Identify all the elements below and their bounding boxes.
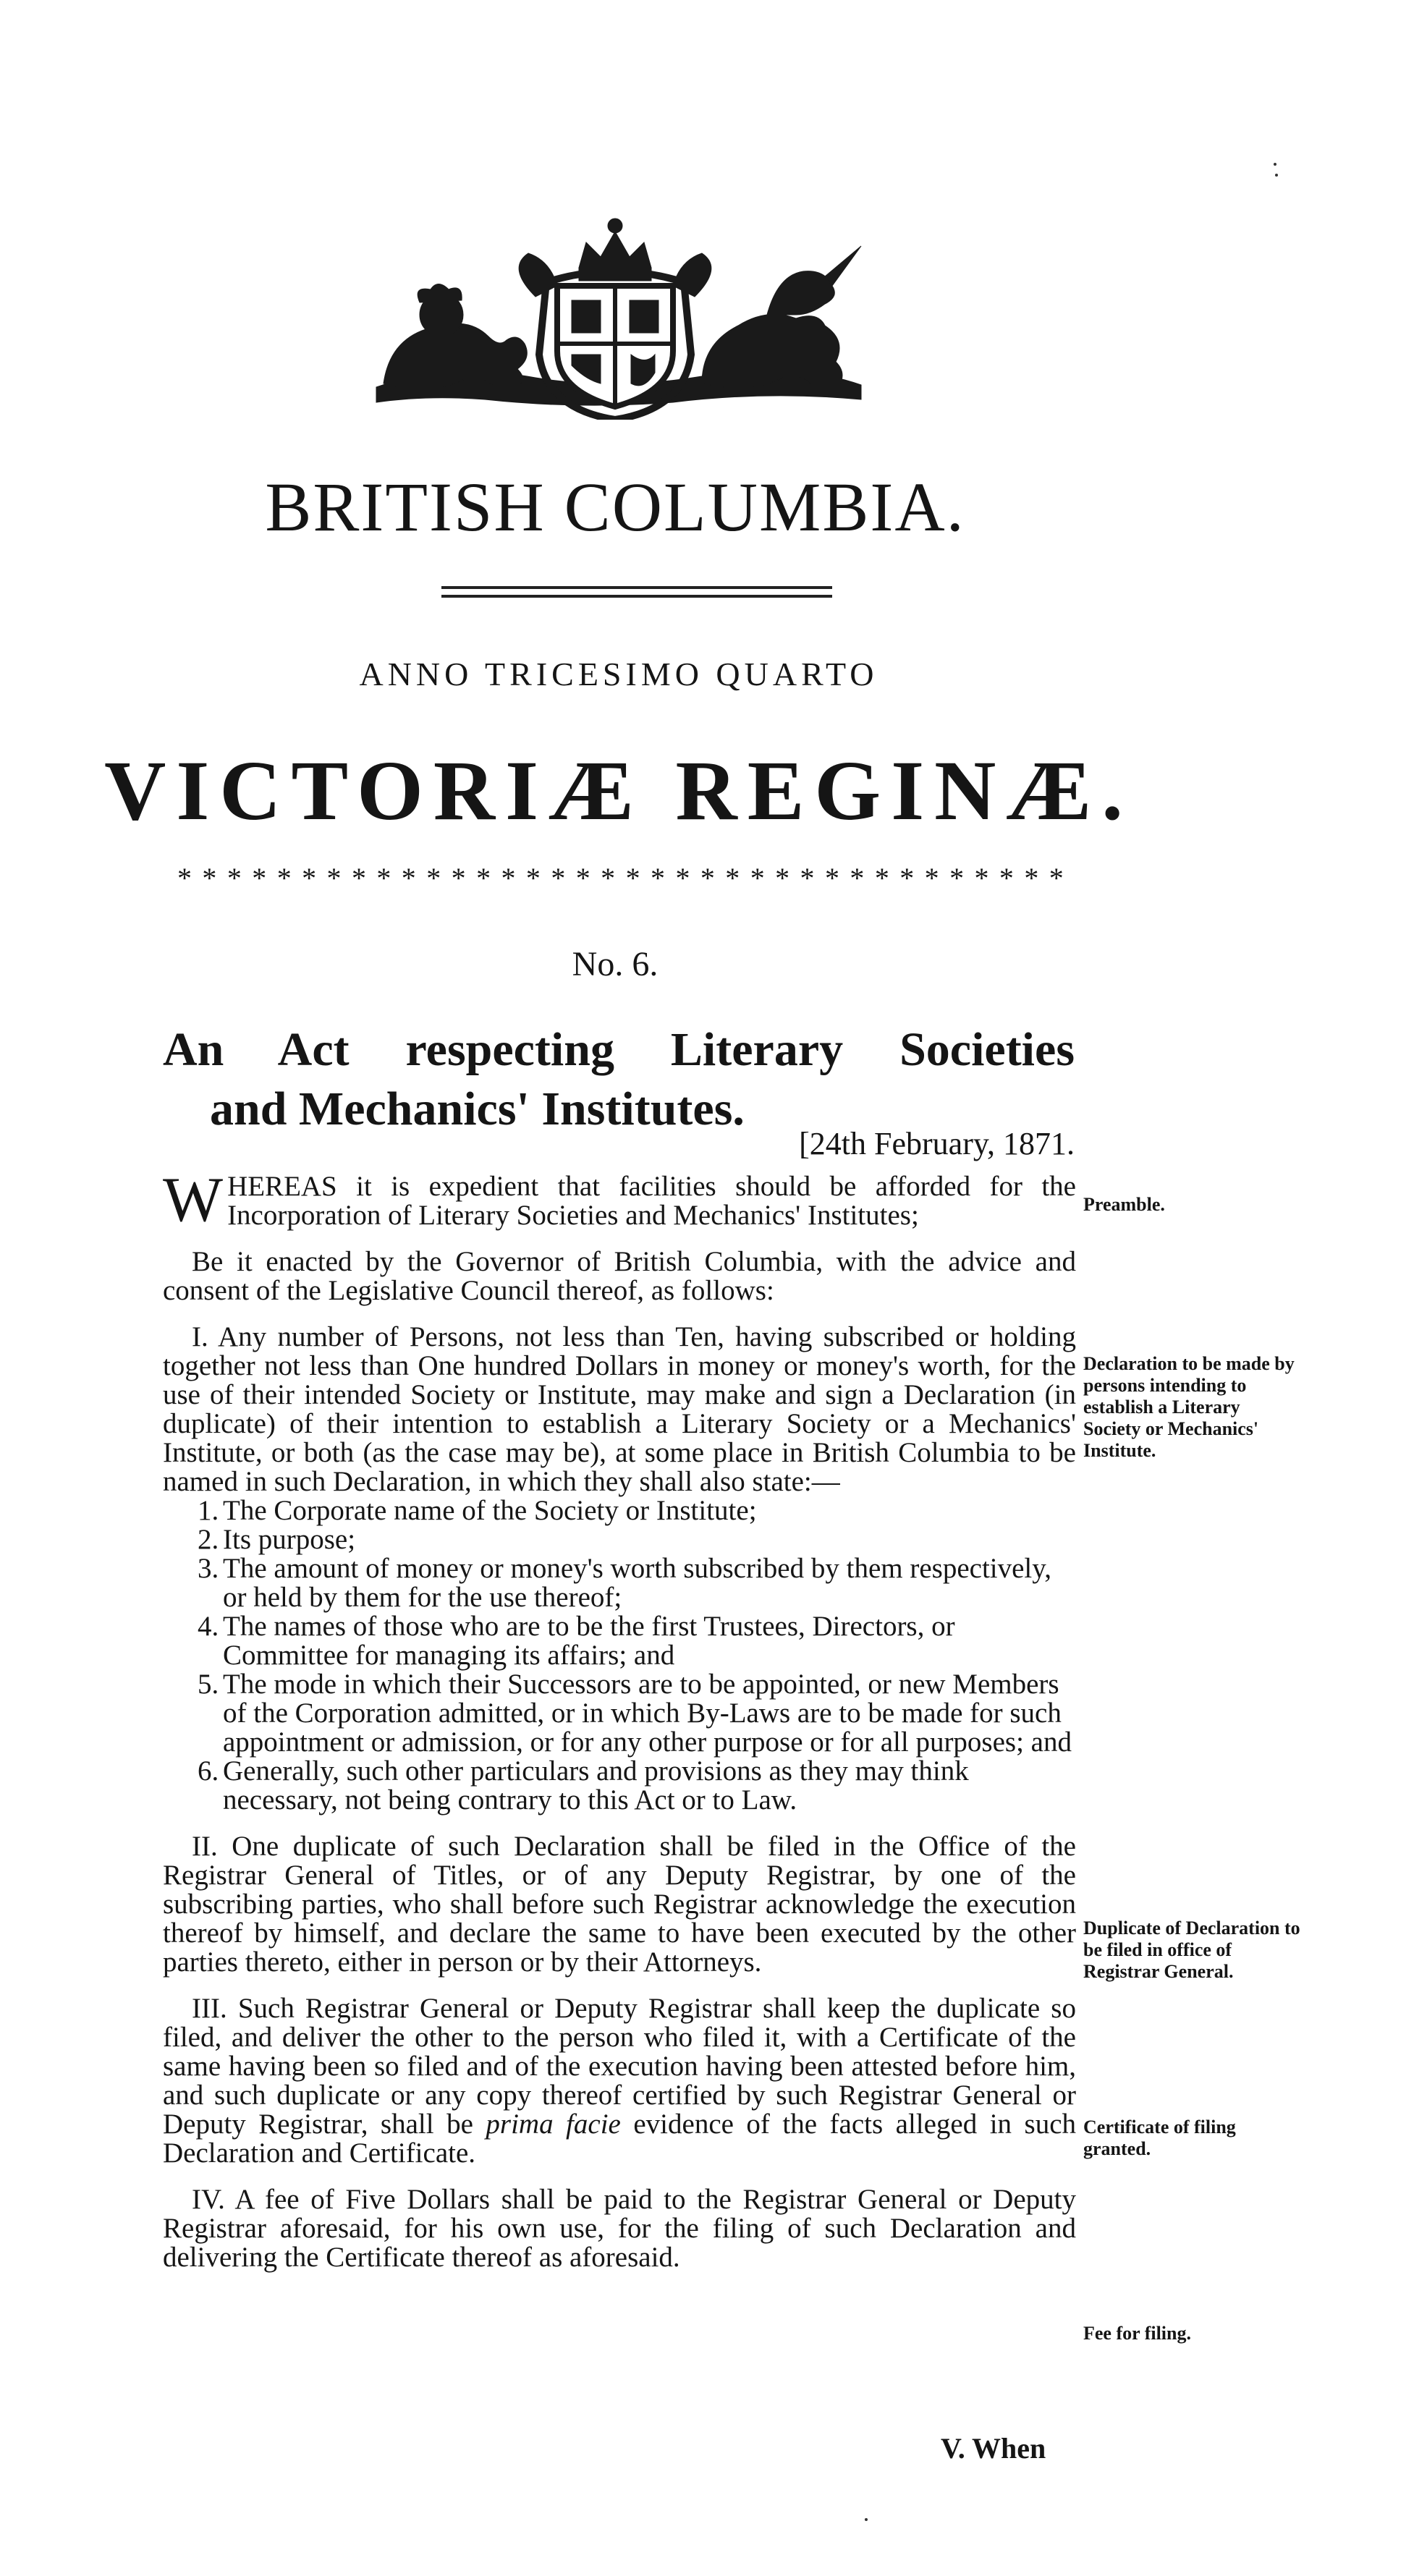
asterisk-glyph: * xyxy=(525,862,541,894)
regnal-year: ANNO TRICESIMO QUARTO xyxy=(359,656,878,692)
catchword: V. When xyxy=(941,2432,1046,2465)
asterisk-glyph: * xyxy=(675,862,690,894)
list-item: 2. Its purpose; xyxy=(198,1524,356,1555)
act-title xyxy=(163,1020,1075,1139)
act-body xyxy=(163,1165,1077,2289)
section-3: III. Such Registrar General or Deputy Registrar shall keep the duplicate so filed, and deliver the other to the person who filed it, with a Certificate of the same having been so filed and of the execution having been attested before him, and such duplicate or any copy thereof certified by such Registrar General or Deputy Registrar, shall be prima facie evidence of the facts alleged in such Declaration and Certificate. xyxy=(163,1993,1077,2169)
list-item: 4. The names of those who are to be the first Trustees, Directors, or Committee for managing its affairs; and xyxy=(198,1611,955,1671)
asterisk-glyph: * xyxy=(1024,862,1039,894)
preamble-text: HEREAS it is expedient that facilities should be afforded for the Incorporation of Literary Societies and Mechanics' Institutes; xyxy=(227,1171,1076,1231)
asterisk-glyph: * xyxy=(551,862,566,894)
asterisk-glyph: * xyxy=(601,862,616,894)
list-item: 3. The amount of money or money's worth subscribed by them respectively, or held by them for the use thereof; xyxy=(198,1553,1051,1613)
drop-cap: W xyxy=(163,1165,224,1235)
latin-phrase: prima facie xyxy=(486,2109,621,2140)
asterisk-glyph: * xyxy=(700,862,715,894)
asterisk-glyph: * xyxy=(850,862,865,894)
asterisk-glyph: * xyxy=(824,862,839,894)
asterisk-glyph: * xyxy=(302,862,317,894)
section-4: IV. A fee of Five Dollars shall be paid to the Registrar General or Deputy Registrar aforesaid, for his own use, for the filing of such Declaration and delivering the Certificate thereof as aforesaid. xyxy=(163,2184,1076,2273)
asterisk-glyph: * xyxy=(999,862,1014,894)
asterisk-glyph: * xyxy=(725,862,740,894)
asterisk-glyph: * xyxy=(351,862,366,894)
marginal-note-section-2: Duplicate of Declaration to be filed in office of Registrar General. xyxy=(1083,1918,1300,1982)
section-1: I. Any number of Persons, not less than Ten, having subscribed or holding together not less than One hundred Dollars in money or money's worth, for the use of their intended Society or Institute, may make and sign a Declaration (in duplicate) of their intention to establish a Literary Society or a Mechanics' Institute, or both (as the case may be), at some place in British Columbia to be named in such Declaration, in which they shall also state:— xyxy=(163,1321,1076,1497)
royal-coat-of-arms-emblem xyxy=(362,217,868,420)
print-speck xyxy=(1274,163,1276,166)
enacting-clause: Be it enacted by the Governor of British Columbia, with the advice and consent of the Legislative Council thereof, as follows: xyxy=(163,1246,1076,1306)
print-speck xyxy=(1275,174,1278,177)
act-number: No. 6. xyxy=(572,945,659,983)
asterisk-glyph: * xyxy=(800,862,815,894)
asterisk-glyph: * xyxy=(974,862,989,894)
asterisk-glyph: * xyxy=(899,862,915,894)
asterisk-divider xyxy=(177,861,1064,895)
asterisk-glyph: * xyxy=(651,862,666,894)
asterisk-glyph: * xyxy=(924,862,939,894)
marginal-note-section-4: Fee for filing. xyxy=(1083,2323,1191,2344)
asterisk-glyph: * xyxy=(501,862,516,894)
assent-date: [24th February, 1871. xyxy=(799,1126,1075,1161)
asterisk-glyph: * xyxy=(476,862,491,894)
marginal-note-section-3: Certificate of filing granted. xyxy=(1083,2117,1236,2159)
section-1-list xyxy=(163,1496,1076,1815)
asterisk-glyph: * xyxy=(226,862,242,894)
asterisk-glyph: * xyxy=(376,862,391,894)
asterisk-glyph: * xyxy=(1049,862,1064,894)
asterisk-glyph: * xyxy=(401,862,416,894)
act-title-line-1: An Act respecting Literary Societies xyxy=(163,1023,1075,1076)
section-2: II. One duplicate of such Declaration shall be filed in the Office of the Registrar General of Titles, or of any Deputy Registrar, by one of the subscribing parties, who shall before such Registrar acknowledge the execution thereof by himself, and declare the same to have been executed by the other parties thereto, either in person or by their Attorneys. xyxy=(163,1831,1076,1978)
asterisk-glyph: * xyxy=(949,862,965,894)
jurisdiction-heading: BRITISH COLUMBIA. xyxy=(265,468,965,546)
asterisk-glyph: * xyxy=(451,862,466,894)
asterisk-glyph: * xyxy=(426,862,441,894)
marginal-note-section-1: Declaration to be made by persons intending to establish a Literary Society or Mechanics' Institute. xyxy=(1083,1353,1295,1461)
list-item: 1. The Corporate name of the Society or Institute; xyxy=(198,1495,757,1526)
asterisk-glyph: * xyxy=(276,862,292,894)
print-speck xyxy=(865,2518,868,2521)
asterisk-glyph: * xyxy=(775,862,790,894)
reign-heading: VICTORIÆ REGINÆ. xyxy=(104,743,1133,838)
list-item: 5. The mode in which their Successors are to be appointed, or new Members of the Corporation admitted, or in which By-Laws are to be made for such appointment or admission, or for any other purpose or for all purposes; and xyxy=(198,1669,1072,1758)
asterisk-glyph: * xyxy=(326,862,342,894)
asterisk-glyph: * xyxy=(575,862,590,894)
asterisk-glyph: * xyxy=(625,862,640,894)
asterisk-glyph: * xyxy=(177,862,192,894)
list-item: 6. Generally, such other particulars and provisions as they may think necessary, not being contrary to this Act or to Law. xyxy=(198,1755,969,1816)
double-rule-bottom xyxy=(441,595,832,598)
act-title-line-2: and Mechanics' Institutes. xyxy=(210,1082,745,1135)
double-rule-top xyxy=(441,586,832,589)
marginal-note-preamble: Preamble. xyxy=(1083,1194,1165,1215)
asterisk-glyph: * xyxy=(874,862,889,894)
asterisk-glyph: * xyxy=(750,862,765,894)
asterisk-glyph: * xyxy=(202,862,217,894)
asterisk-glyph: * xyxy=(252,862,267,894)
preamble-paragraph xyxy=(163,1165,1076,1235)
